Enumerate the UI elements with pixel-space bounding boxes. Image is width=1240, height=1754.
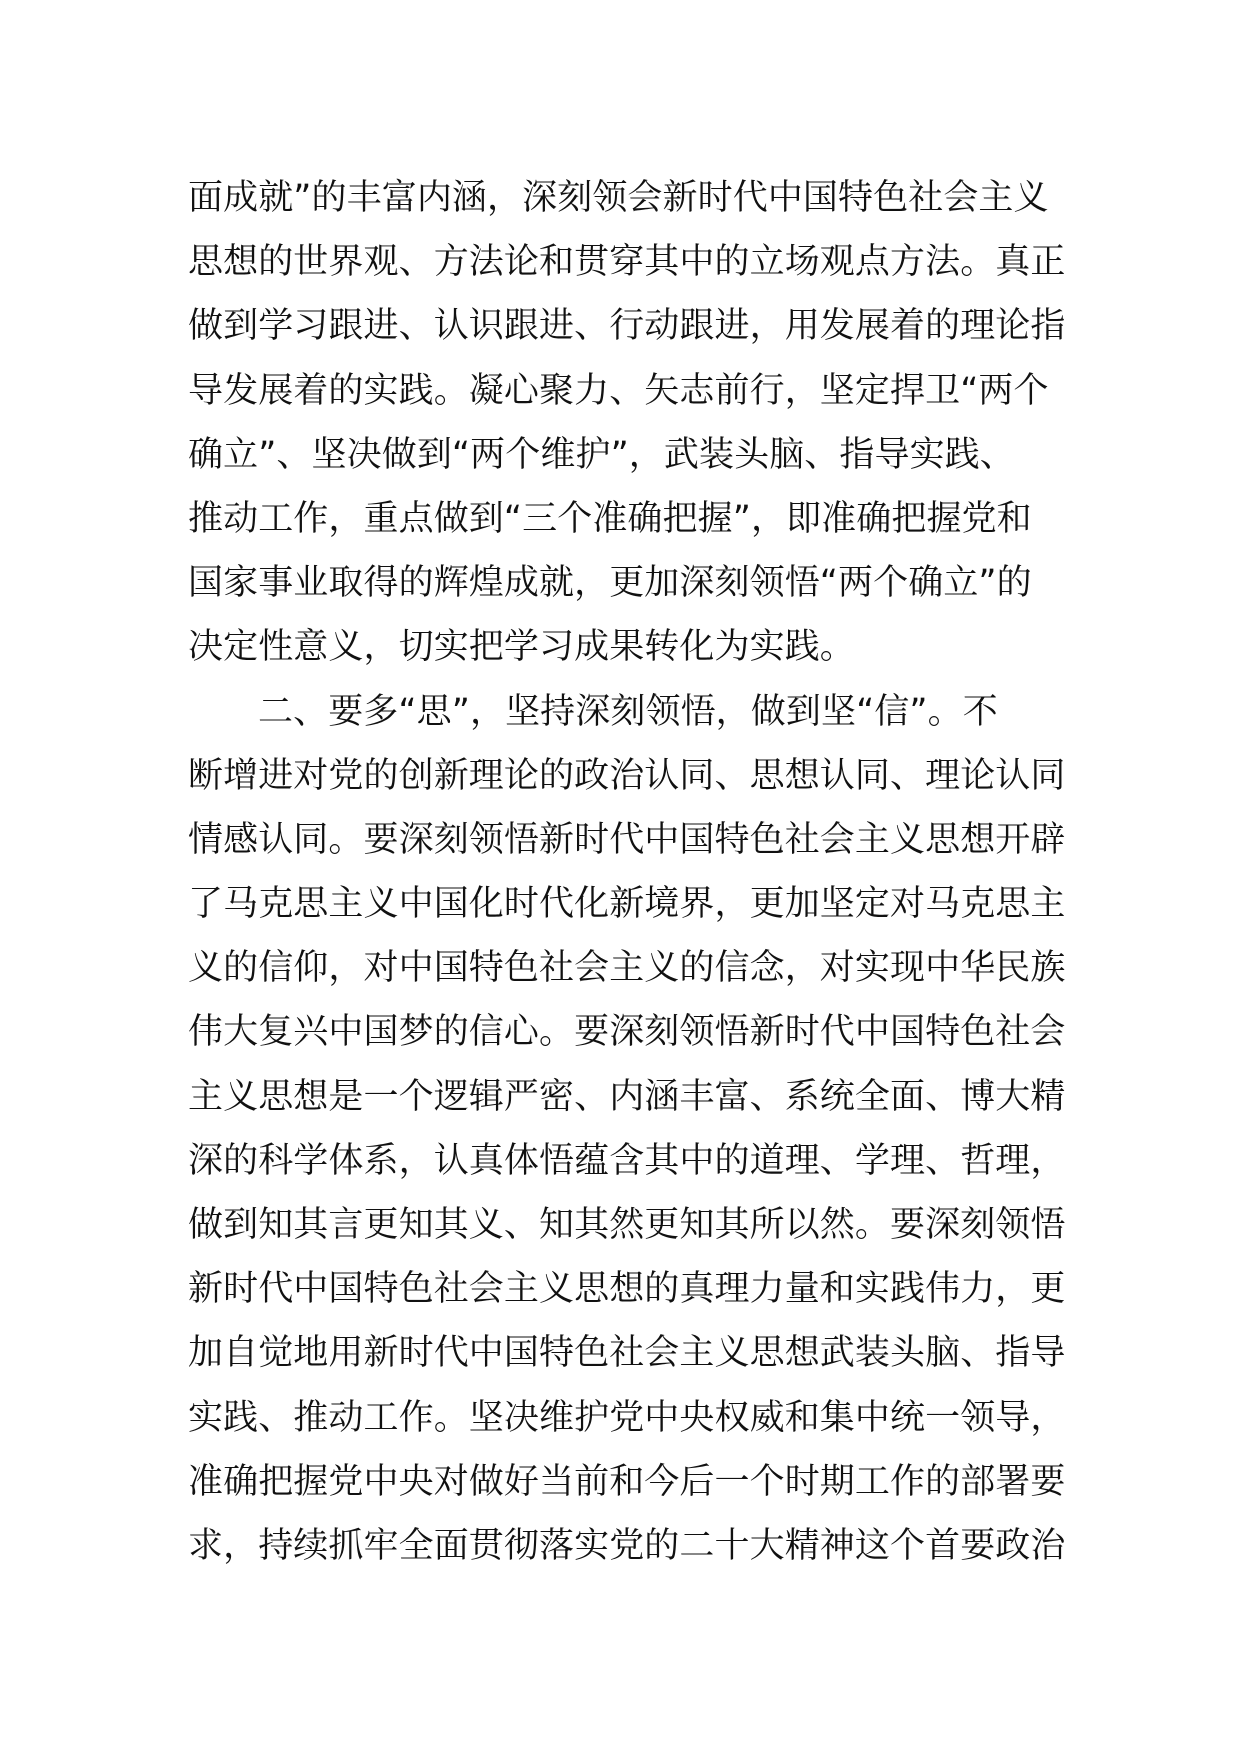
text-line: 导发展着的实践。凝心聚力、矢志前行，坚定捍卫“两个 xyxy=(188,370,1049,411)
text-line: 了马克思主义中国化时代化新境界，更加坚定对马克思主 xyxy=(188,884,1066,925)
text-line: 加自觉地用新时代中国特色社会主义思想武装头脑、指导 xyxy=(188,1333,1066,1374)
text-line: 做到学习跟进、认识跟进、行动跟进，用发展着的理论指 xyxy=(188,306,1066,347)
text-line: 新时代中国特色社会主义思想的真理力量和实践伟力，更 xyxy=(188,1269,1066,1310)
text-line: 面成就”的丰富内涵，深刻领会新时代中国特色社会主义 xyxy=(188,178,1049,218)
text-line: 思想的世界观、方法论和贯穿其中的立场观点方法。真正 xyxy=(188,242,1066,283)
text-line: 推动工作，重点做到“三个准确把握”，即准确把握党和 xyxy=(188,498,1032,539)
body-text xyxy=(188,166,1068,1578)
text-line: 做到知其言更知其义、知其然更知其所以然。要深刻领悟 xyxy=(188,1205,1066,1245)
text-line: 义的信仰，对中国特色社会主义的信念，对实现中华民族 xyxy=(188,948,1066,989)
text-line: 主义思想是一个逻辑严密、内涵丰富、系统全面、博大精 xyxy=(188,1076,1066,1117)
text-line: 国家事业取得的辉煌成就，更加深刻领悟“两个确立”的 xyxy=(188,563,1032,604)
text-line: 求，持续抓牢全面贯彻落实党的二十大精神这个首要政治 xyxy=(188,1525,1066,1566)
text-line: 决定性意义，切实把学习成果转化为实践。 xyxy=(188,627,855,668)
text-line: 伟大复兴中国梦的信心。要深刻领悟新时代中国特色社会 xyxy=(188,1012,1066,1053)
text-line: 实践、推动工作。坚决维护党中央权威和集中统一领导， xyxy=(188,1397,1066,1438)
section-heading-line: 二、要多“思”，坚持深刻领悟，做到坚“信”。不 xyxy=(258,691,998,732)
text-line: 确立”、坚决做到“两个维护”，武装头脑、指导实践、 xyxy=(188,434,1015,475)
text-line: 深的科学体系，认真体悟蕴含其中的道理、学理、哲理， xyxy=(188,1140,1066,1181)
text-line: 准确把握党中央对做好当前和今后一个时期工作的部署要 xyxy=(188,1461,1066,1502)
text-line: 断增进对党的创新理论的政治认同、思想认同、理论认同 xyxy=(188,755,1066,796)
text-line: 情感认同。要深刻领悟新时代中国特色社会主义思想开辟 xyxy=(188,819,1066,860)
